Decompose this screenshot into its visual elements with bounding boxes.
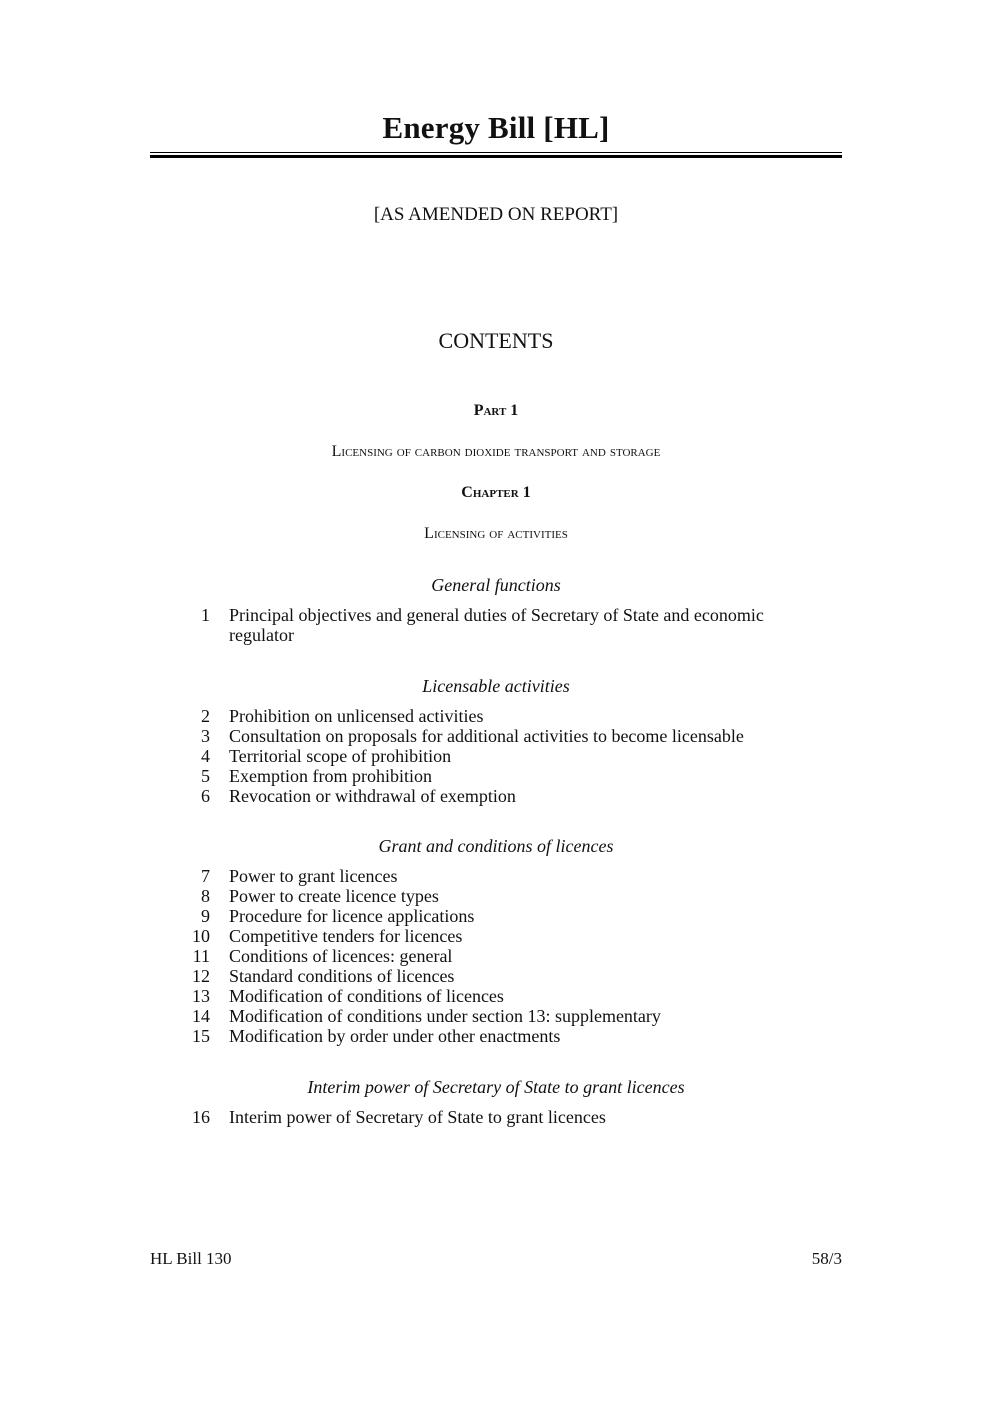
contents-entry[interactable] [180,1107,820,1127]
contents-entry[interactable] [180,605,820,645]
contents-entry[interactable] [180,786,820,806]
crossheading-interim-power: Interim power of Secretary of State to grant licences [307,1077,685,1097]
section-title: Consultation on proposals for additional activities to become licensable [229,726,744,746]
section-number: 6 [201,786,210,806]
section-title: Modification of conditions of licences [229,986,504,1006]
title-rule-thin [150,152,842,153]
section-number: 3 [201,726,210,746]
section-title: Territorial scope of prohibition [229,746,452,766]
section-number: 11 [192,946,210,966]
section-number: 10 [192,926,210,946]
section-title: Prohibition on unlicensed activities [229,706,484,726]
footer-print-reference: 58/3 [811,1249,842,1268]
section-title: Competitive tenders for licences [229,926,463,946]
section-title: Power to grant licences [229,866,398,886]
contents-entry[interactable] [180,866,820,886]
footer-bill-reference: HL Bill 130 [150,1249,232,1268]
chapter-title: Licensing of activities [424,525,568,542]
part-label: Part 1 [473,402,519,419]
section-title: Modification by order under other enactments [229,1026,561,1046]
section-title: Revocation or withdrawal of exemption [229,786,516,806]
contents-entry[interactable] [180,746,820,766]
contents-heading: CONTENTS [438,328,554,353]
entries-licensable-activities [180,706,820,806]
section-title: Power to create licence types [229,886,439,906]
section-number: 13 [192,986,210,1006]
contents-entry[interactable] [180,1006,820,1026]
contents-entry[interactable] [180,726,820,746]
contents-entry[interactable] [180,986,820,1006]
contents-entry[interactable] [180,946,820,966]
section-number: 9 [201,906,210,926]
section-title: Standard conditions of licences [229,966,455,986]
section-title: Conditions of licences: general [229,946,453,966]
contents-entry[interactable] [180,926,820,946]
contents-entry[interactable] [180,706,820,726]
section-number: 2 [201,706,210,726]
section-title: Exemption from prohibition [229,766,432,786]
contents-entry[interactable] [180,906,820,926]
contents-entry[interactable] [180,966,820,986]
contents-entry[interactable] [180,766,820,786]
contents-entry[interactable] [180,886,820,906]
section-title: Interim power of Secretary of State to grant licences [229,1107,606,1127]
section-number: 16 [192,1107,210,1127]
section-title: Procedure for licence applications [229,906,475,926]
document-title: Energy Bill [HL] [382,110,610,145]
entries-grant-and-conditions [180,866,820,1046]
section-number: 1 [201,605,210,625]
section-number: 15 [192,1026,210,1046]
contents-entry[interactable] [180,1026,820,1046]
section-title: Modification of conditions under section 13: supplementary [229,1006,661,1026]
section-number: 8 [201,886,210,906]
entries-interim-power [180,1107,820,1127]
section-title: Principal objectives and general duties of Secretary of State and economic regulator [229,605,764,645]
part-title: Licensing of carbon dioxide transport and storage [331,443,661,460]
section-number: 7 [201,866,210,886]
section-number: 12 [192,966,210,986]
section-number: 14 [192,1006,210,1026]
crossheading-licensable-activities: Licensable activities [422,676,570,696]
crossheading-grant-and-conditions: Grant and conditions of licences [378,836,614,856]
chapter-label: Chapter 1 [461,484,531,501]
section-number: 4 [201,746,210,766]
title-rule-thick [150,155,842,158]
crossheading-general-functions: General functions [431,575,561,595]
document-subtitle: [AS AMENDED ON REPORT] [373,204,619,225]
document-page [150,0,842,1401]
section-number: 5 [201,766,210,786]
entries-general-functions [180,605,820,645]
